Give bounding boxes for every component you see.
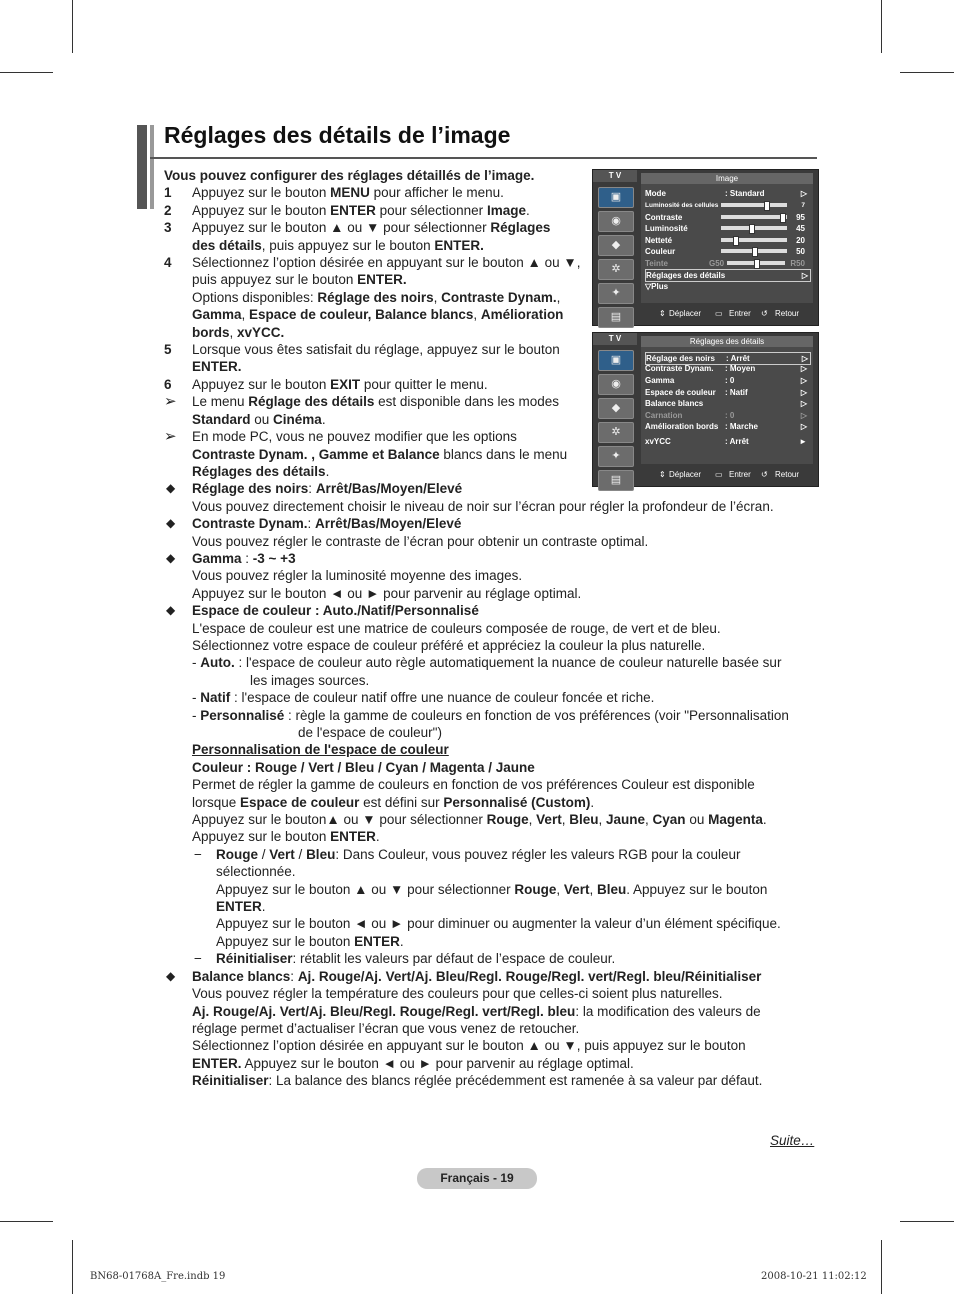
section-gamma: ◆ Gamma : -3 ~ +3 [166,550,296,566]
osd-sidebar [593,347,637,494]
title-rule [150,157,817,159]
note-line: Standard ou Cinéma. [192,411,326,427]
section-noirs: ◆ Réglage des noirs: Arrêt/Bas/Moyen/Elevé [166,481,463,497]
step-line: 6 Appuyez sur le bouton EXIT pour quitter le menu. [164,376,488,392]
osd-panel [641,347,813,464]
step-line: ENTER. [192,359,242,375]
espace-natif: - Natif : l'espace de couleur natif offre une nuance de couleur foncée et riche. [192,690,655,706]
balance-text: ENTER. Appuyez sur le bouton ◄ ou ► pour parvenir au réglage optimal. [192,1055,634,1071]
espace-text: Sélectionnez votre espace de couleur préféré et appréciez la couleur la plus naturelle. [192,637,706,653]
balance-text: Aj. Rouge/Aj. Vert/Aj. Bleu/Regl. Rouge/Regl. vert/Regl. bleu: la modification des valeurs de [192,1003,761,1019]
move-icon: ⇕ [659,470,666,479]
slider-knob [749,224,755,234]
title-decoration [137,125,147,209]
espace-dash1-cont: sélectionnée. [216,864,296,880]
osd-detail-row[interactable]: Amélioration bords : Marche ▷ [645,422,807,431]
osd-image-menu [592,169,819,326]
osd-teinte-row[interactable]: Teinte G50 R50 [645,259,805,268]
page-number-badge: Français - 19 [417,1168,537,1189]
step-line: puis appuyez sur le bouton ENTER. [192,272,407,288]
sound-icon[interactable]: ◉ [598,211,634,232]
crop-mark [72,0,73,53]
enter-icon: ▭ [715,309,723,318]
footer-file: BN68-01768A_Fre.indb 19 [90,1271,226,1282]
osd-details-menu [592,332,819,487]
step-line: Options disponibles: Réglage des noirs, Contraste Dynam., [192,289,561,305]
osd-slider-row[interactable]: Luminosité des cellules 7 [645,202,805,209]
espace-text: L'espace de couleur est une matrice de couleurs composée de rouge, de vert et de bleu. [192,620,721,636]
osd-detail-row[interactable]: Contraste Dynam. : Moyen ▷ [645,364,807,373]
crop-mark [72,1240,73,1294]
support-icon[interactable]: ▤ [598,307,634,328]
osd-detail-row[interactable]: Gamma : 0 ▷ [645,376,807,385]
espace-subhead: Couleur : Rouge / Vert / Bleu / Cyan / Magenta / Jaune [192,759,535,775]
section-balance: ◆ Balance blancs: Aj. Rouge/Aj. Vert/Aj. Bleu/Regl. Rouge/Regl. vert/Regl. bleu/Réinitialiser [166,968,762,984]
step-number: 6 [164,376,172,392]
step-number: 2 [164,202,172,218]
move-icon: ⇕ [659,309,666,318]
slider-knob [764,201,770,211]
section-noirs-text: Vous pouvez directement choisir le niveau de noir sur l’écran pour régler la profondeur de l’écran. [192,498,774,514]
osd-header: Réglages des détails [641,336,813,348]
espace-p4: Appuyez sur le bouton ENTER. [192,829,380,845]
setup-icon[interactable]: ✲ [598,259,634,280]
osd-detail-row[interactable]: Espace de couleur : Natif ▷ [645,388,807,397]
intro: Vous pouvez configurer des réglages détaillés de l’image. [164,168,535,183]
step-line: bords, xvYCC. [192,324,285,340]
enter-icon: ▭ [715,470,723,479]
section-espace: ◆ Espace de couleur : Auto./Natif/Personnalisé [166,603,479,619]
espace-dash1-cont: Appuyez sur le bouton ◄ ou ► pour diminuer ou augmenter la valeur d’un élément spécifique. [216,916,781,932]
espace-p1: Permet de régler la gamme de couleurs en fonction de vos préférences Couleur est disponible [192,777,755,793]
crop-mark [881,1240,882,1294]
espace-auto: - Auto. : l'espace de couleur auto règle automatiquement la nuance de couleur naturelle basée sur [192,655,782,671]
osd-slider-row[interactable]: Contraste 95 [645,212,805,222]
diamond-icon: ◆ [166,516,176,531]
picture-icon[interactable]: ▣ [598,350,634,371]
espace-p2: lorsque Espace de couleur est défini sur Personnalisé (Custom). [192,794,595,810]
step-line: des détails, puis appuyez sur le bouton ENTER. [192,237,484,253]
step-number: 5 [164,342,172,358]
note-line: ➢ Le menu Réglage des détails est disponible dans les modes [164,393,559,411]
step-line: 5 Lorsque vous êtes satisfait du réglage, appuyez sur le bouton [164,342,560,358]
step-number: 3 [164,220,172,236]
osd-detail-row[interactable]: Balance blancs ▷ [645,399,807,408]
espace-p3: Appuyez sur le bouton▲ ou ▼ pour sélectionner Rouge, Vert, Bleu, Jaune, Cyan ou Magenta. [192,812,767,828]
espace-pers-cont: de l'espace de couleur") [298,725,442,740]
balance-text: réglage permet d’actualiser l’écran que vous venez de retoucher. [192,1020,580,1036]
osd-tv-label: T V [593,333,637,345]
osd-footer: ⇕ Déplacer ▭ Entrer ↺ Retour [641,468,813,482]
input-icon[interactable]: ✦ [598,446,634,467]
balance-text: Vous pouvez régler la température des couleurs pour que celles-ci soient plus naturelles. [192,986,723,1002]
espace-subtitle: Personnalisation de l'espace de couleur [192,742,449,758]
sound-icon[interactable]: ◉ [598,374,634,395]
balance-text: Sélectionnez l’option désirée en appuyant sur le bouton ▲ ou ▼, puis appuyez sur le bouton [192,1038,746,1054]
osd-header: Image [641,173,813,185]
footer-date: 2008-10-21 11:02:12 [761,1271,867,1282]
crop-mark [900,1221,954,1222]
crop-mark [881,0,882,53]
support-icon[interactable]: ▤ [598,470,634,491]
diamond-icon: ◆ [166,603,176,618]
osd-slider-row[interactable]: Couleur 50 [645,247,805,257]
channel-icon[interactable]: ◆ [598,398,634,419]
step-line: Gamma, Espace de couleur, Balance blancs, Amélioration [192,307,564,323]
return-icon: ↺ [761,470,768,479]
note-line: Contraste Dynam. , Gamme et Balance blancs dans le menu [192,446,568,462]
note-line: ➢ En mode PC, vous ne pouvez modifier que les options [164,428,517,446]
step-line: 2 Appuyez sur le bouton ENTER pour sélectionner Image. [164,202,530,218]
step-line: 3 Appuyez sur le bouton ▲ ou ▼ pour sélectionner Réglages [164,220,551,236]
slider-knob [780,213,786,223]
picture-icon[interactable]: ▣ [598,187,634,208]
crop-mark [0,72,53,73]
osd-detail-row[interactable]: Réglage des noirs : Arrêt ▷ [645,352,811,365]
slider-knob [733,236,739,246]
espace-dash1: − Rouge / Vert / Bleu: Dans Couleur, vous pouvez régler les valeurs RGB pour la couleur [194,846,741,862]
osd-mode-row[interactable]: Mode : Standard ▷ [645,189,807,198]
note-line: Réglages des détails. [192,463,330,479]
espace-dash2: − Réinitialiser: rétablit les valeurs par défaut de l’espace de couleur. [194,951,616,967]
osd-detail-row[interactable]: Carnation : 0 ▷ [645,411,807,420]
osd-tv-label: T V [593,170,637,182]
balance-text: Réinitialiser: La balance des blancs réglée précédemment est ramenée à sa valeur par défaut. [192,1073,763,1089]
diamond-icon: ◆ [166,550,176,565]
espace-pers: - Personnalisé : règle la gamme de couleurs en fonction de vos préférences (voir "Personnalisation [192,707,789,723]
osd-more-row[interactable]: ▽Plus [645,282,669,291]
section-gamma-text: Appuyez sur le bouton ◄ ou ► pour parvenir au réglage optimal. [192,585,582,601]
osd-detail-row[interactable]: xvYCC : Arrêt ► [645,437,807,446]
section-contraste-text: Vous pouvez régler le contraste de l’écran pour obtenir un contraste optimal. [192,533,649,549]
setup-icon[interactable]: ✲ [598,422,634,443]
input-icon[interactable]: ✦ [598,283,634,304]
espace-dash1-cont: ENTER. [216,899,266,915]
section-contraste: ◆ Contraste Dynam.: Arrêt/Bas/Moyen/Elevé [166,516,462,532]
step-number: 1 [164,185,172,201]
osd-sidebar [593,184,637,331]
step-number: 4 [164,255,172,271]
continued-link: Suite… [770,1133,815,1148]
osd-selected-row[interactable]: Réglages des détails ▷ [645,269,811,282]
diamond-icon: ◆ [166,968,176,983]
arrow-note-icon: ➢ [164,393,177,411]
osd-panel [641,184,813,303]
diamond-icon: ◆ [166,481,176,496]
step-line: 4 Sélectionnez l’option désirée en appuyant sur le bouton ▲ ou ▼, [164,255,581,271]
crop-mark [900,72,954,73]
slider-knob [752,247,758,257]
osd-slider-row[interactable]: Netteté 20 [645,235,805,245]
page-title: Réglages des détails de l’image [164,122,511,148]
return-icon: ↺ [761,309,768,318]
osd-footer: ⇕ Déplacer ▭ Entrer ↺ Retour [641,307,813,321]
title-decoration [150,125,154,209]
espace-auto-cont: les images sources. [250,672,370,688]
channel-icon[interactable]: ◆ [598,235,634,256]
espace-dash1-cont: Appuyez sur le bouton ▲ ou ▼ pour sélectionner Rouge, Vert, Bleu. Appuyez sur le bouton [216,881,768,897]
section-gamma-text: Vous pouvez régler la luminosité moyenne des images. [192,568,523,584]
step-line: 1 Appuyez sur le bouton MENU pour afficher le menu. [164,185,504,201]
osd-slider-row[interactable]: Luminosité 45 [645,224,805,234]
crop-mark [0,1221,53,1222]
espace-dash1-cont: Appuyez sur le bouton ENTER. [216,933,404,949]
arrow-note-icon: ➢ [164,428,177,446]
